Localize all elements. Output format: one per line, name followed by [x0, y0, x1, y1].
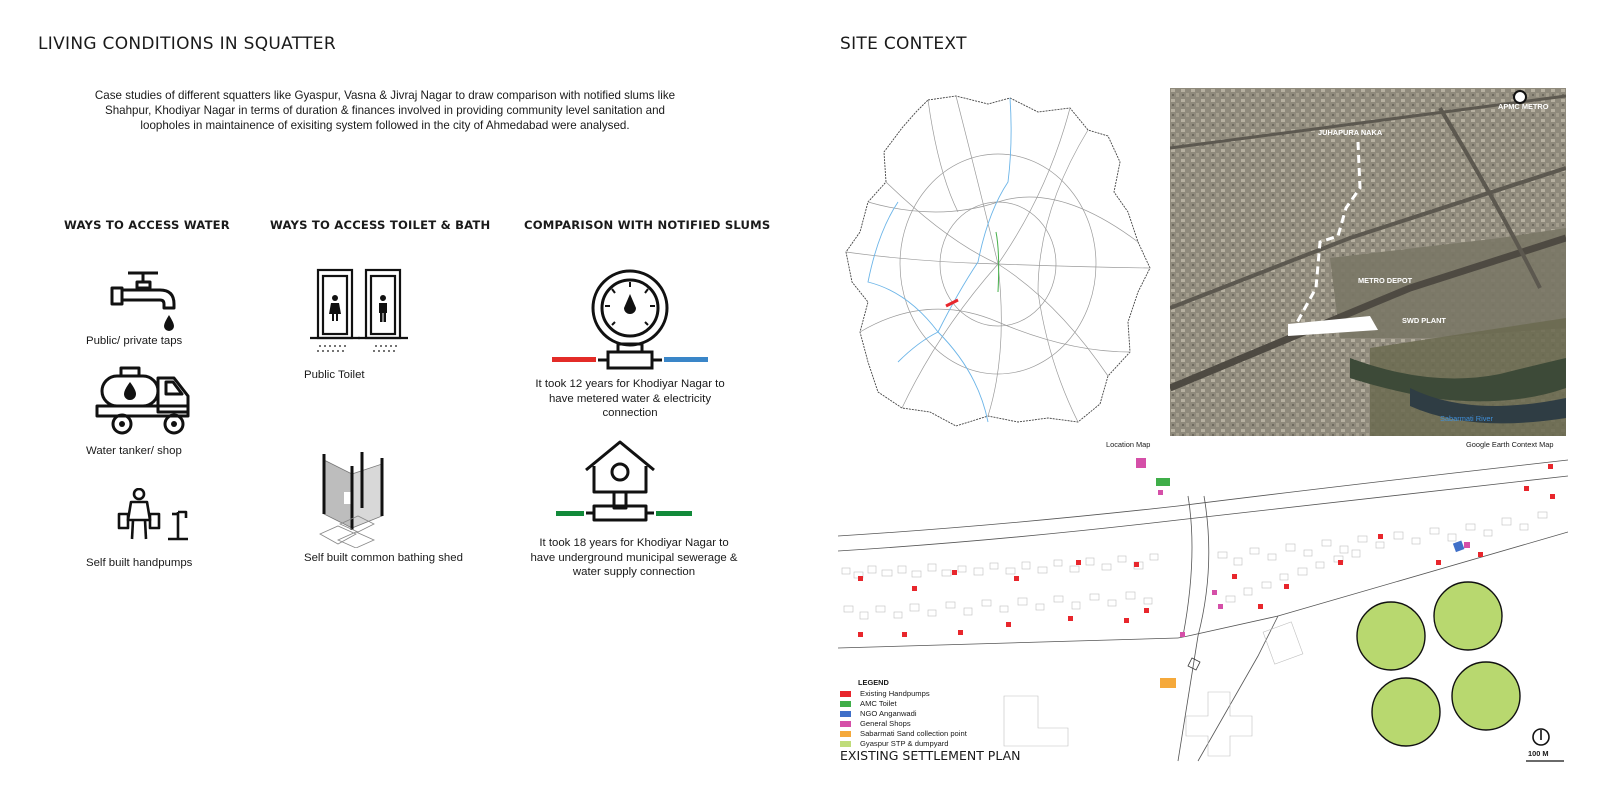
- label-sabarmati-river: Sabarmati River: [1440, 414, 1493, 423]
- legend-swatch: [840, 691, 851, 697]
- legend-swatch: [840, 741, 851, 747]
- scale-bar-label: 100 M: [1528, 749, 1549, 758]
- red-pipe-segment: [552, 357, 596, 362]
- legend-swatch: [840, 731, 851, 737]
- label-juhapura-naka: JUHAPURA NAKA: [1318, 128, 1383, 137]
- label-apmc-metro: APMC METRO: [1498, 102, 1549, 111]
- bathing-shed-icon: [318, 452, 390, 548]
- caption-public-private-taps: Public/ private taps: [86, 335, 183, 347]
- heading-ways-to-access-toilet-bath: WAYS TO ACCESS TOILET & BATH: [270, 218, 491, 232]
- intro-line: Shahpur, Khodiyar Nagar in terms of duration & finances involved in providing community level sanitation and: [104, 104, 666, 117]
- legend-swatch: [840, 701, 851, 707]
- caption-public-toilet: Public Toilet: [304, 369, 365, 381]
- section-title-living-conditions: LIVING CONDITIONS IN SQUATTER: [38, 34, 336, 54]
- public-toilet-icon: [310, 268, 410, 358]
- legend-swatch: [840, 721, 851, 727]
- caption-12-years-metered-water: It took 12 years for Khodiyar Nagar to have metered water & electricity connection: [535, 378, 725, 419]
- intro-line: Case studies of different squatters like Gyaspur, Vasna & Jivraj Nagar to draw comparison with notified slums like: [94, 89, 676, 102]
- house-sewer-pipe-icon: [556, 440, 706, 532]
- settlement-plan-title: EXISTING SETTLEMENT PLAN: [840, 748, 1021, 763]
- location-map: [838, 92, 1156, 434]
- label-metro-depot: METRO DEPOT: [1358, 276, 1413, 285]
- legend: [840, 678, 1040, 748]
- settlement-plan: [838, 456, 1568, 764]
- legend-label: General Shops: [860, 719, 911, 728]
- water-tanker-icon: [94, 366, 192, 438]
- legend-label: NGO Anganwadi: [860, 709, 917, 718]
- handpump-person-icon: [116, 488, 192, 542]
- legend-label: Existing Handpumps: [860, 689, 930, 698]
- legend-heading: LEGEND: [858, 678, 889, 687]
- intro-line: loopholes in maintainence of exisiting system followed in the city of Ahmedabad were analysed.: [140, 119, 630, 132]
- green-pipe-right: [656, 511, 692, 516]
- caption-self-built-bathing-shed: Self built common bathing shed: [304, 552, 463, 564]
- legend-label: AMC Toilet: [860, 699, 897, 708]
- caption-google-earth-map: Google Earth Context Map: [1466, 440, 1554, 449]
- section-title-site-context: SITE CONTEXT: [840, 34, 967, 54]
- legend-label: Sabarmati Sand collection point: [860, 729, 967, 738]
- stp-tanks: [1357, 582, 1520, 746]
- satellite-context-map: [1170, 88, 1566, 436]
- label-swd-plant: SWD PLANT: [1402, 316, 1446, 325]
- caption-self-built-handpumps: Self built handpumps: [86, 557, 193, 569]
- caption-18-years-sewerage: It took 18 years for Khodiyar Nagar to have underground municipal sewerage & water supply connection: [530, 537, 738, 578]
- caption-location-map: Location Map: [1106, 440, 1151, 449]
- blue-pipe-segment: [664, 357, 708, 362]
- water-tap-icon: [108, 268, 180, 334]
- water-meter-gauge-icon: [552, 268, 708, 372]
- heading-comparison-with-notified-slums: COMPARISON WITH NOTIFIED SLUMS: [524, 218, 771, 232]
- heading-ways-to-access-water: WAYS TO ACCESS WATER: [64, 218, 230, 232]
- legend-swatch: [840, 711, 851, 717]
- intro-paragraph: [65, 88, 705, 133]
- legend-label: Gyaspur STP & dumpyard: [860, 739, 949, 748]
- green-pipe-left: [556, 511, 584, 516]
- caption-water-tanker-shop: Water tanker/ shop: [86, 445, 182, 457]
